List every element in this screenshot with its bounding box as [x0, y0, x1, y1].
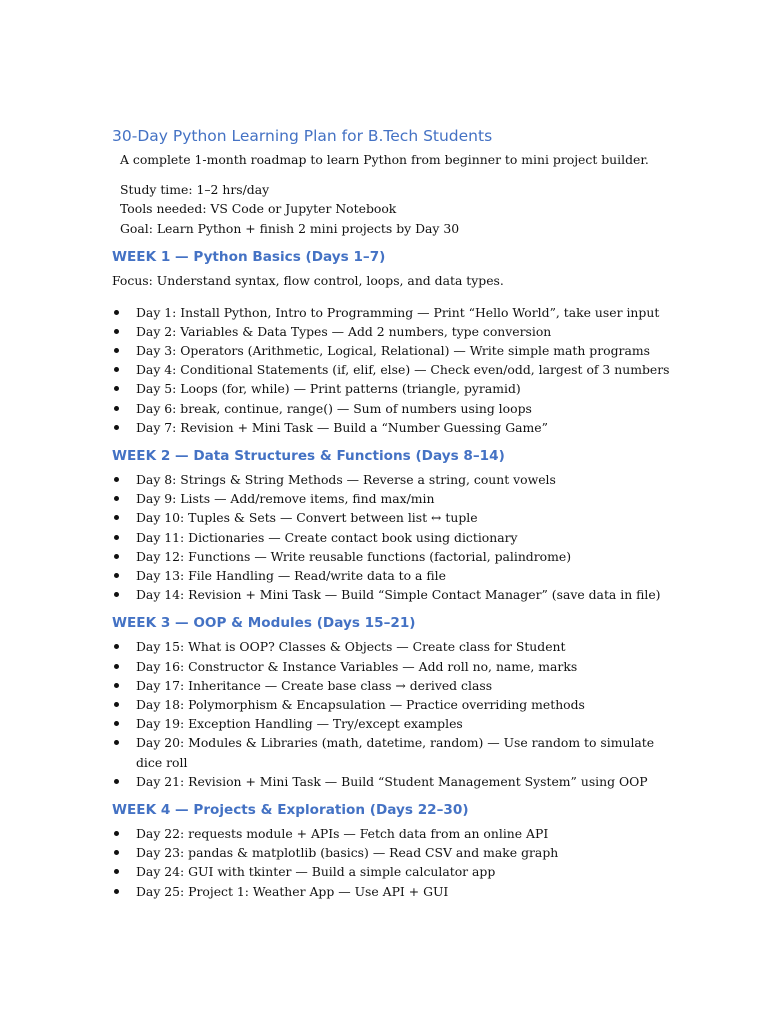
- day-text: Day 24: GUI with tkinter — Build a simple calculator app: [136, 864, 496, 880]
- goal-line: Goal: Learn Python + finish 2 mini projects by Day 30: [120, 220, 460, 236]
- list-item: [112, 637, 672, 656]
- bullet-icon: [114, 348, 119, 353]
- bullet-icon: [114, 496, 119, 501]
- week-2-section: [112, 447, 672, 604]
- day-text: Day 3: Operators (Arithmetic, Logical, Relational) — Write simple math programs: [136, 342, 650, 358]
- list-item: [112, 733, 660, 771]
- list-item: [112, 566, 672, 585]
- week-4-section: [112, 801, 672, 901]
- list-item: [112, 824, 672, 843]
- day-text: Day 7: Revision + Mini Task — Build a “Number Guessing Game”: [136, 419, 548, 435]
- list-item: [112, 418, 672, 437]
- meta-block: [112, 180, 672, 239]
- list-item: [112, 303, 672, 322]
- bullet-icon: [114, 721, 119, 726]
- day-text: Day 17: Inheritance — Create base class → derived class: [136, 677, 493, 693]
- bullet-icon: [114, 425, 119, 430]
- list-item: [112, 470, 672, 489]
- week-2-day-list: [112, 470, 672, 604]
- list-item: [112, 676, 672, 695]
- list-item: [112, 399, 672, 418]
- list-item: [112, 508, 672, 527]
- list-item: [112, 657, 672, 676]
- intro-text: A complete 1-month roadmap to learn Python from beginner to mini project builder.: [120, 152, 649, 167]
- day-text: Day 10: Tuples & Sets — Convert between list ↔ tuple: [136, 510, 478, 526]
- day-text: Day 4: Conditional Statements (if, elif, else) — Check even/odd, largest of 3 numbers: [136, 362, 670, 378]
- list-item: [112, 547, 672, 566]
- day-text: Day 18: Polymorphism & Encapsulation — Practice overriding methods: [136, 696, 585, 712]
- day-text: Day 5: Loops (for, while) — Print patterns (triangle, pyramid): [136, 381, 521, 397]
- bullet-icon: [114, 406, 119, 411]
- list-item: [112, 379, 672, 398]
- list-item: [112, 714, 672, 733]
- bullet-icon: [114, 310, 119, 315]
- day-text: Day 15: What is OOP? Classes & Objects — Create class for Student: [136, 639, 566, 655]
- bullet-icon: [114, 515, 119, 520]
- day-text: Day 22: requests module + APIs — Fetch data from an online API: [136, 825, 549, 841]
- bullet-icon: [114, 535, 119, 540]
- day-text: Day 16: Constructor & Instance Variables — Add roll no, name, marks: [136, 658, 578, 674]
- list-item: [112, 360, 672, 379]
- bullet-icon: [114, 683, 119, 688]
- day-text: Day 11: Dictionaries — Create contact book using dictionary: [136, 529, 518, 545]
- bullet-icon: [114, 702, 119, 707]
- day-text: Day 25: Project 1: Weather App — Use API + GUI: [136, 883, 449, 899]
- list-item: [112, 528, 672, 547]
- bullet-icon: [114, 477, 119, 482]
- tools-line: Tools needed: VS Code or Jupyter Notebook: [120, 201, 397, 216]
- list-item: [112, 322, 672, 341]
- week-1-day-list: [112, 303, 672, 437]
- day-text: Day 1: Install Python, Intro to Programming — Print “Hello World”, take user input: [136, 304, 660, 320]
- list-item: [112, 862, 672, 881]
- day-text: Day 23: pandas & matplotlib (basics) — Read CSV and make graph: [136, 845, 559, 861]
- day-text: Day 20: Modules & Libraries (math, datetime, random) — Use random to simulate dice roll: [136, 735, 655, 770]
- bullet-icon: [114, 573, 119, 578]
- bullet-icon: [114, 869, 119, 874]
- week-3-section: [112, 614, 672, 791]
- list-item: [112, 695, 672, 714]
- week-1-section: [112, 248, 672, 437]
- bullet-icon: [114, 329, 119, 334]
- week-1-focus: Focus: Understand syntax, flow control, loops, and data types.: [112, 273, 504, 288]
- day-text: Day 6: break, continue, range() — Sum of numbers using loops: [136, 400, 532, 416]
- week-4-day-list: [112, 824, 672, 901]
- week-2-heading: WEEK 2 — Data Structures & Functions (Days 8–14): [112, 447, 505, 464]
- document-content: [112, 126, 672, 911]
- week-3-heading: WEEK 3 — OOP & Modules (Days 15–21): [112, 615, 416, 632]
- day-text: Day 13: File Handling — Read/write data to a file: [136, 567, 446, 583]
- bullet-icon: [114, 386, 119, 391]
- document-title: 30-Day Python Learning Plan for B.Tech Students: [112, 127, 493, 145]
- bullet-icon: [114, 831, 119, 836]
- list-item: [112, 882, 672, 901]
- bullet-icon: [114, 779, 119, 784]
- list-item: [112, 489, 672, 508]
- list-item: [112, 843, 672, 862]
- bullet-icon: [114, 592, 119, 597]
- week-3-day-list: [112, 637, 672, 791]
- bullet-icon: [114, 367, 119, 372]
- bullet-icon: [114, 644, 119, 649]
- day-text: Day 14: Revision + Mini Task — Build “Simple Contact Manager” (save data in file): [136, 587, 661, 603]
- day-text: Day 12: Functions — Write reusable functions (factorial, palindrome): [136, 548, 572, 564]
- week-1-heading: WEEK 1 — Python Basics (Days 1–7): [112, 249, 386, 265]
- list-item: [112, 772, 672, 791]
- bullet-icon: [114, 740, 119, 745]
- study-time-line: Study time: 1–2 hrs/day: [120, 181, 270, 197]
- week-4-heading: WEEK 4 — Projects & Exploration (Days 22–30): [112, 801, 469, 818]
- bullet-icon: [114, 850, 119, 855]
- day-text: Day 8: Strings & String Methods — Reverse a string, count vowels: [136, 471, 556, 487]
- day-text: Day 21: Revision + Mini Task — Build “Student Management System” using OOP: [136, 773, 648, 789]
- bullet-icon: [114, 889, 119, 894]
- day-text: Day 9: Lists — Add/remove items, find max/min: [136, 491, 435, 507]
- bullet-icon: [114, 554, 119, 559]
- bullet-icon: [114, 664, 119, 669]
- list-item: [112, 585, 672, 604]
- day-text: Day 2: Variables & Data Types — Add 2 numbers, type conversion: [136, 323, 552, 339]
- list-item: [112, 341, 672, 360]
- day-text: Day 19: Exception Handling — Try/except examples: [136, 716, 463, 732]
